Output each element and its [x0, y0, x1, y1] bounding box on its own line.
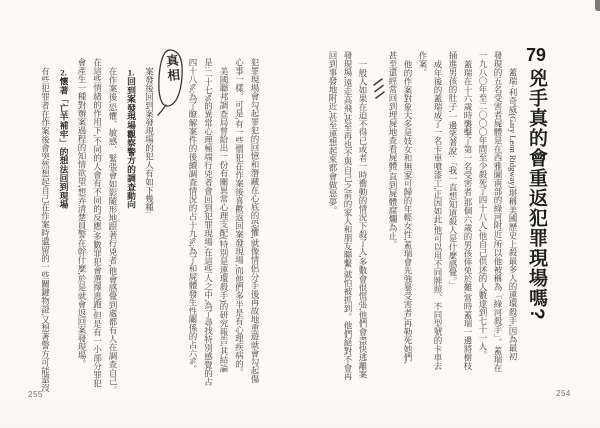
text-column: 甚至還經常回到埋屍地查看屍體,直到屍體腐爛為止。	[388, 51, 398, 249]
text-column: 成年後的蓋瑞成了一名卡車噴漆工,正因如此,他可以用不同牌照、不同型號的卡車去	[433, 60, 443, 371]
text-column: 案發後回到案發現場的犯人有如下幾種:	[144, 67, 155, 214]
divider-squiggle-icon	[371, 77, 385, 99]
text-column: 發現場,遠走高飛,甚至再也不與自己之前的家人和朋友聯繫,就怕被抓到。他們絕對不會再	[343, 51, 353, 381]
text-column: 在作案後,恐懼、敏感、緊張會如影隨形地跟著行兇者,他會感覺到處都有人在調查自己。	[108, 67, 118, 395]
text-column: 發現的五名受害者屍體是在西雅圖南部的綠河附近,所以他被稱為「綠河殺手」。蓋瑞在	[493, 51, 503, 372]
truth-badge-label: 真相	[163, 53, 180, 84]
chapter-title	[514, 46, 556, 376]
text-column: 四十八%;為了瞭解案件的後續調查情況的占十九%;為了和屍體發生性關係的占六%。	[188, 58, 198, 373]
text-column: 蓋瑞在十六歲時襲擊了第一名受害者,那個六歲的男孩倖免於難,當時蓋瑞一邊將樹枝	[463, 60, 473, 371]
left-page-body	[30, 53, 262, 408]
section-number: 2.	[60, 68, 67, 77]
text-column: 犯罪現場會勾起罪犯的回憶和潛藏在心底的恐懼,就像情侶分手後再故地重遊就會勾起傷	[250, 58, 260, 384]
text-column: 回到事發地附近,甚至連想起來都會做惡夢。	[328, 51, 338, 215]
section-divider	[370, 51, 385, 403]
text-column: 捅進男孩的肚子,一邊笑著說:「我一直想知道殺人是什麼感覺。」	[448, 51, 458, 290]
text-column: 是:二十七%的異常心理極端行兇者會回到犯罪現場,在這些人之中,為了尋找特別感覺的占	[203, 58, 214, 387]
right-page-body	[322, 51, 520, 403]
page-number-left: 255	[28, 390, 43, 399]
text-column: 美國聯邦調查局曾給出一份有關異常心理支配(特別是連環殺手)的研究報告,其結論	[219, 67, 229, 373]
scan-corner-artifact	[595, 0, 600, 11]
text-column: 他的作案對象大多是妓女和無家可歸的年輕女性,蓋瑞會先強暴受害者,再勒死她們,	[403, 60, 413, 364]
text-column: 心事一樣。可是,有一些慣犯在作案後喜歡返回案發現場,而他們多半是有心理疾病的。	[234, 58, 245, 377]
truth-badge	[157, 53, 185, 408]
section-heading	[55, 58, 72, 408]
section-number: 1.	[127, 68, 135, 77]
section-heading-text: 回到案發現場觀察警方的調查動向	[126, 76, 136, 209]
text-column: 作案。	[418, 51, 428, 77]
chapter-number: 79	[526, 46, 546, 64]
section-heading	[122, 58, 139, 408]
text-column: 有些犯罪者在作案後會突然想起自己在作案時遺留的一些關鍵物證,又想著警方可能還沒	[40, 67, 51, 393]
chapter-title-text: 兇手真的會重返犯罪現場嗎?	[526, 68, 547, 321]
text-column: 一九八〇年至二〇〇〇年間至少殺死了四十八人,他自己供述的人數達到七十一人。	[478, 51, 488, 360]
section-heading-text: 懷著「亡羊補牢」的想法回到現場	[58, 76, 69, 209]
text-column: 蓋瑞·利奇威(Gary Leon Ridgway)堪稱美國歷史上殺最多人的連環殺手,因為最初	[508, 68, 518, 361]
text-column: 會產生一種對辦案過程的知情欲望,想弄清楚員警在幹什麼,於是就會返回案發現場。	[77, 58, 87, 369]
page-number-right: 254	[556, 389, 571, 398]
text-column: 在這些情緒的作用下,不同的人會有不同的反應,多數罪犯會選擇逃跑,但是有一小部分罪犯	[92, 58, 103, 388]
text-column: 一般人如果在迫不得已或者一時衝動的情況下殺了人,多數會很慌張,他們會盡快逃離案	[358, 60, 368, 379]
